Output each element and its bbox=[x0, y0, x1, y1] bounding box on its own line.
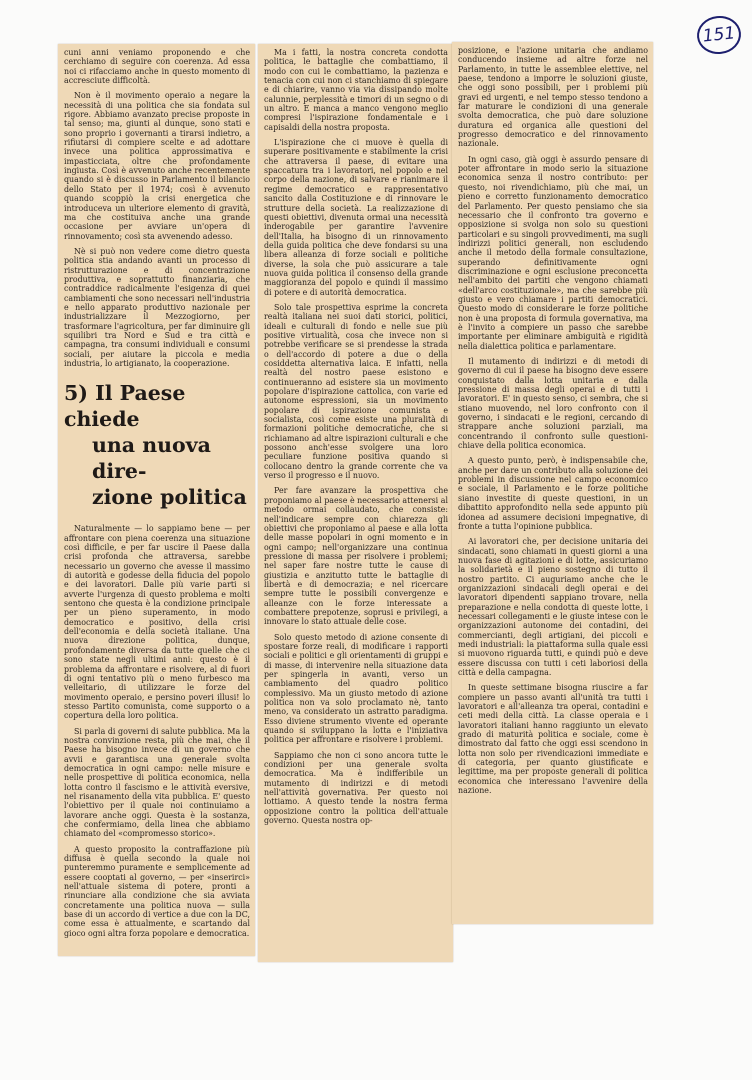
paragraph: In queste settimane bisogna riuscire a far compiere un passo avanti all'unità tra tutti i lavoratori e all'alleanza tra operai, contadini e ceti medi della città. La classe operaia e i lavoratori italiani hanno raggiunto un elevato grado di maturità politica e sociale, come è dimostrato dal fatto che oggi essi scendono in lotta non solo per rivendicazioni immediate e di categoria, per quanto giustificate e legittime, ma per proposte generali di politica economica che interessano l'avvenire della nazione. bbox=[458, 683, 648, 796]
paragraph: cuni anni veniamo proponendo e che cerchiamo di seguire con coerenza. Ad essa noi ci rifacciamo anche in questo momento di accresciute difficoltà. bbox=[64, 48, 250, 86]
paragraph: In ogni caso, già oggi è assurdo pensare di poter affrontare in modo serio la situazione economica senza il nostro contributo: per questo, noi rivendichiamo, più che mai, un pieno e corretto funzionamento democratico del Parlamento. Per questo pensiamo che sia necessario che il confronto tra governo e opposizione si svolga non solo su questioni particolari e su singoli provvedimenti, ma sugli indirizzi politici generali, non escludendo anche il metodo della formale consultazione, superando definitivamente ogni discriminazione e ogni esclusione preconcetta nell'ambito dei partiti che vengono chiamati «dell'arco costituzionale», ma che sarebbe più giusto e vero chiamare i partiti democratici. Questo modo di considerare le forze politiche non è una proposta di formula governativa, ma è l'invito a compiere un passo che sarebbe importante per eliminare ambiguità e rigidità nella dialettica politica e parlamentare. bbox=[458, 154, 648, 351]
section-headline bbox=[58, 380, 255, 510]
paragraph: Solo tale prospettiva esprime la concreta realtà italiana nei suoi dati storici, politici, ideali e culturali di fondo e nelle sue più positive virtualità, cosa che invece non si potrebbe verificare se si prendesse la strada o dell'accordo di potere a due o della cosiddetta alternativa laica. E infatti, nella realtà del nostro paese esistono e continueranno ad esistere sia un movimento popolare d'ispirazione cattolica, con varie ed autonome espressioni, sia un movimento popolare di ispirazione comunista e socialista, così come esiste una pluralità di formazioni politiche democratiche, che si richiamano ad altre ispirazioni culturali e che possono anch'esse svolgere una loro peculiare funzione positiva quando si collocano dentro la grande corrente che va verso il progresso e il nuovo. bbox=[264, 302, 448, 481]
left-column-text bbox=[58, 44, 255, 368]
paragraph: Sappiamo che non ci sono ancora tutte le condizioni per una generale svolta democratica. Ma è indifferibile un mutamento di indirizzi e di metodi nell'attività governativa. Per questo noi lottiamo. A questo tende la nostra ferma opposizione contro la politica dell'attuale governo. Questa nostra op- bbox=[264, 750, 448, 826]
paragraph: A questo proposito la contraffazione più diffusa è quella secondo la quale noi punteremmo puramente e semplicemente ad essere cooptati al governo, — per «inserirci» nell'attuale sistema di potere, pronti a rinunciare alla condizione che sia avviata concretamente una politica nuova — sulla base di un accordo di vertice a due con la DC, come essa è attualmente, e scartando dal gioco ogni altra forza popolare e democratica. bbox=[64, 844, 250, 938]
paragraph: A questo punto, però, è indispensabile che, anche per dare un contributo alla soluzione dei problemi in discussione nel campo economico e sociale, il Parlamento e le forze politiche siano investite di queste questioni, in un dibattito approfondito nella sede appunto più idonea ad assumere decisioni impegnative, di fronte a tutta l'opinione pubblica. bbox=[458, 456, 648, 531]
headline-line: zione politica bbox=[92, 485, 247, 510]
clipping-middle-column bbox=[258, 44, 453, 962]
left-column-text-bottom bbox=[58, 520, 255, 938]
paragraph: Si parla di governi di salute pubblica. Ma la nostra convinzione resta, più che mai, che il Paese ha bisogno invece di un governo che avvii e garantisca una generale svolta democratica in ogni campo: nelle misure e nelle prospettive di politica economica, nella lotta contro il fascismo e le attività eversive, nel risanamento della vita pubblica. E' questo l'obiettivo per il quale noi continuiamo a lavorare anche oggi. Questa è la sostanza, che confermiamo, della linea che abbiamo chiamato del «compromesso storico». bbox=[64, 726, 250, 839]
paragraph: Non è il movimento operaio a negare la necessità di una politica che sia fondata sul rigore. Abbiamo avanzato precise proposte in tal senso; ma, giunti al dunque, sono stati e sono proprio i governanti a tirarsi indietro, a rifiutarsi di compiere scelte e ad adottare invece una politica approssimativa e impasticciata, oltre che profondamente ingiusta. Così è avvenuto anche recentemente quando si è discusso in Parlamento il bilancio dello Stato per il 1974; così è avvenuto quando scoppiò la crisi energetica che introduceva un ulteriore elemento di gravità, ma che costituiva anche una grande occasione per avviare un'opera di rinnovamento; così sta avvenendo adesso. bbox=[64, 91, 250, 241]
page-number-stamp: 151 bbox=[695, 14, 743, 56]
clipping-left-column bbox=[58, 44, 255, 956]
paragraph: Nè si può non vedere come dietro questa politica stia andando avanti un processo di ristrutturazione e di concentrazione produttiva, e soprattutto finanziaria, che contraddice radicalmente l'esigenza di quei cambiamenti che sono necessari nell'industria e nello apparato produttivo nazionale per industrializzare il Mezzogiorno, per trasformare l'agricoltura, per far diminuire gli squilibri tra Nord e Sud e tra città e campagna, tra consumi individuali e consumi sociali, per aiutare la piccola e media industria, lo artigianato, la cooperazione. bbox=[64, 246, 250, 368]
paragraph: Naturalmente — lo sappiamo bene — per affrontare con piena coerenza una situazione così difficile, e per far uscire il Paese dalla crisi profonda che attraversa, sarebbe necessario un governo che avesse il massimo di autorità e godesse della fiducia del popolo e dei lavoratori. Dalle più varie parti si avverte l'urgenza di questo problema e molti sentono che questa è la condizione principale per un pieno superamento, in modo democratico e positivo, della crisi dell'economia e della società italiane. Una nuova direzione politica, dunque, profondamente diversa da tutte quelle che ci sono state negli ultimi anni: questo è il problema da affrontare e risolvere, al di fuori di ogni tentativo più o meno furbesco ma velleitario, di utilizzare le forze del movimento operaio, e persino poveri illusi! lo stesso Partito comunista, come supporto o a copertura della loro politica. bbox=[64, 524, 250, 721]
clipping-right-column bbox=[452, 42, 653, 924]
headline-line: una nuova dire- bbox=[92, 433, 211, 484]
right-column-text bbox=[452, 42, 653, 795]
paragraph: L'ispirazione che ci muove è quella di superare positivamente e stabilmente la crisi che attraversa il paese, di evitare una spaccatura tra i lavoratori, nel popolo e nel corpo della nazione, di salvare e rianimare il regime democratico e rappresentativo sancito dalla Costituzione e di rinnovare le strutture della società. La realizzazione di questi obiettivi, divenuta ormai una necessità inderogabile per garantire l'avvenire dell'Italia, ha bisogno di un rinnovamento della guida politica che deve fondarsi su una libera alleanza di forze sociali e politiche diverse, la sola che può assicurare a tale nuova guida politica il consenso della grande maggioranza del popolo e quindi il massimo di potere e di autorità democratica. bbox=[264, 138, 448, 297]
paragraph: Ma i fatti, la nostra concreta condotta politica, le battaglie che combattiamo, il modo con cui le combattiamo, la pazienza e tenacia con cui non ci stanchiamo di spiegare e di chiarire, vanno via via dissipando molte calunnie, perplessità e timori di un segno o di un altro. E manca a manco vengono meglio compresi l'ispirazione fondamentale e i capisaldi della nostra proposta. bbox=[264, 48, 448, 132]
middle-column-text bbox=[258, 44, 453, 826]
paragraph: Il mutamento di indirizzi e di metodi di governo di cui il paese ha bisogno deve essere conquistato dalla lotta unitaria e dalla pressione di massa degli operai e di tutti i lavoratori. E' in questo senso, ci sembra, che si stiano muovendo, nel loro confronto con il governo, i sindacati e le regioni, cercando di strappare anche soluzioni parziali, ma concentrando il confronto sulle questioni-chiave della politica economica. bbox=[458, 357, 648, 451]
paragraph: posizione, e l'azione unitaria che andiamo conducendo insieme ad altre forze nel Parlamento, in tutte le assemblee elettive, nel paese, tendono a imporre le soluzioni giuste, che oggi sono possibili, per i problemi più gravi ed urgenti, e nel tempo stesso tendono a far maturare le condizioni di una generale svolta democratica, che può dare soluzione duratura ed organica alle questioni del progresso democratico e del rinnovamento nazionale. bbox=[458, 46, 648, 149]
headline-line: 5) Il Paese chiede bbox=[64, 381, 186, 432]
paragraph: Solo questo metodo di azione consente di spostare forze reali, di modificare i rapporti sociali e politici e gli orientamenti di gruppi e di masse, di intervenire nella situazione data per spingerla in avanti, verso un cambiamento del quadro politico complessivo. Ma un giusto metodo di azione politica non va solo proclamato nè, tanto meno, va considerato un astratto paradigma. Esso diviene strumento vivente ed operante quando si sviluppano la lotta e l'iniziativa politica per affrontare e risolvere i problemi. bbox=[264, 632, 448, 745]
paragraph: Per fare avanzare la prospettiva che proponiamo al paese è necessario attenersi al metodo ormai collaudato, che consiste: nell'indicare sempre con chiarezza gli obiettivi che proponiamo al paese e alla lotta delle masse popolari in ogni momento e in ogni campo; nell'organizzare una continua pressione di massa per risolvere i problemi; nel saper fare nostre tutte le cause di giustizia e anzitutto tutte le battaglie di libertà e di democrazia; e nel ricercare sempre tutte le possibili convergenze e alleanze con le forze interessate a combattere prepotenze, soprusi e privilegi, a innovare lo stato attuale delle cose. bbox=[264, 486, 448, 627]
paragraph: Ai lavoratori che, per decisione unitaria dei sindacati, sono chiamati in questi giorni a una nuova fase di agitazioni e di lotte, assicuriamo la solidarietà e il pieno sostegno di tutto il nostro partito. Ci auguriamo anche che le organizzazioni sindacali degli operai e dei lavoratori dipendenti sappiano trovare, nella preparazione e nella condotta di queste lotte, i necessari collegamenti e le giuste intese con le organizzazioni autonome dei contadini, dei commercianti, degli artigiani, dei piccoli e medi industriali: la piattaforma sulla quale essi si muovono riguarda tutti, e quindi può e deve essere discussa con tutti i ceti laboriosi della città e della campagna. bbox=[458, 537, 648, 677]
